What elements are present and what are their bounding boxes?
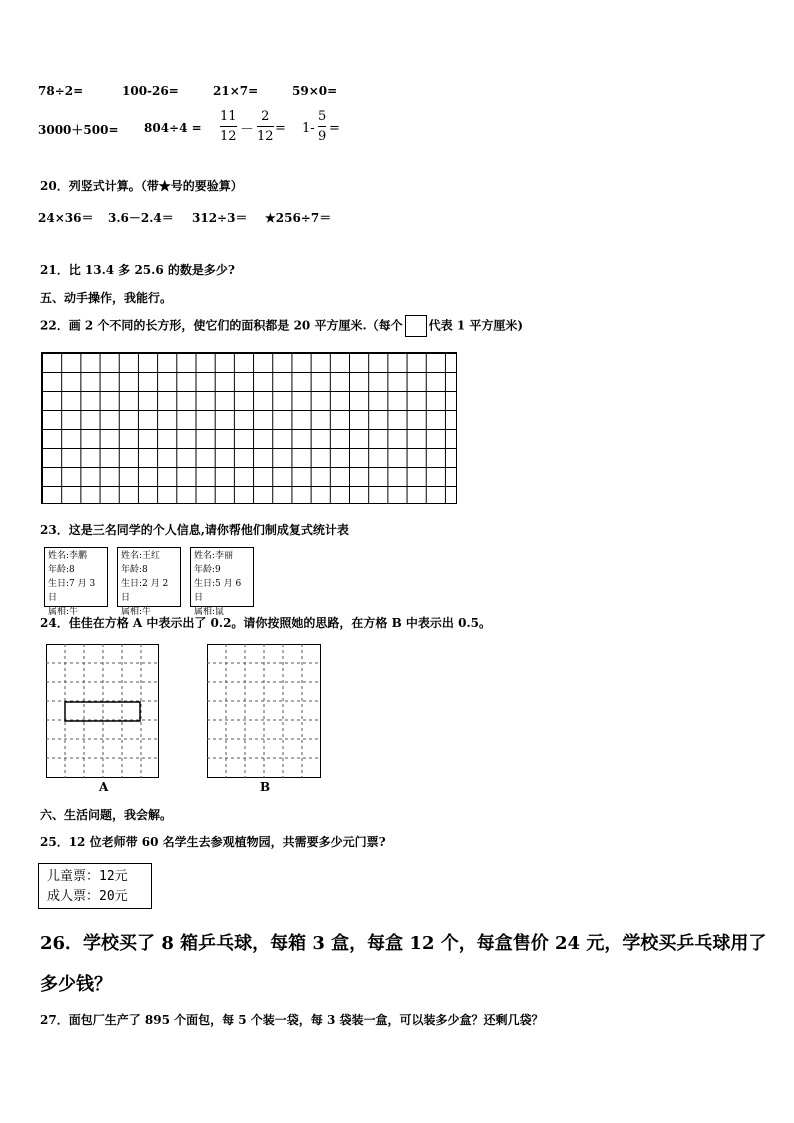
question-22: [40, 315, 523, 337]
grid-a: [46, 644, 160, 779]
fraction: [220, 109, 237, 144]
calc-item: 804÷4 =: [144, 121, 202, 135]
card-line: 年龄:9: [194, 565, 221, 575]
numerator: 2: [261, 109, 270, 124]
card-line: 属相:牛: [121, 607, 152, 617]
card-line: 生日:5 月 6 日: [194, 579, 242, 603]
equals-sign: =: [275, 121, 286, 136]
grid-b-label: B: [260, 780, 271, 794]
card-line: 年龄:8: [48, 565, 75, 575]
card-line: 属相:鼠: [194, 607, 225, 617]
drawing-grid[interactable]: [41, 352, 457, 504]
child-ticket-price: 儿童票：12元: [47, 869, 128, 884]
numerator: 11: [220, 109, 237, 124]
calc-item: 312÷3＝: [192, 211, 248, 225]
calc-item: 24×36＝: [38, 211, 94, 225]
card-line: 生日:7 月 3 日: [48, 579, 96, 603]
question-21: 21．比 13.4 多 25.6 的数是多少?: [40, 263, 235, 277]
unit-square-icon: [405, 315, 427, 337]
student-card: [190, 547, 254, 617]
question-25: 25．12 位老师带 60 名学生去参观植物园，共需要多少元门票?: [40, 835, 386, 849]
fraction: [257, 109, 274, 144]
ticket-price-box: [38, 863, 152, 909]
calc-item: 3.6－2.4＝: [108, 211, 174, 225]
grid-b[interactable]: [207, 644, 322, 779]
card-line: 姓名:李丽: [194, 551, 234, 561]
card-line: 姓名:李鹏: [48, 551, 88, 561]
student-card: [44, 547, 108, 617]
question-26-line-1: 26．学校买了 8 箱乒乓球，每箱 3 盒，每盒 12 个，每盒售价 24 元，学校买乒乓球用了: [40, 933, 767, 954]
calc-item: 100-26=: [122, 84, 179, 98]
question-23: 23．这是三名同学的个人信息,请你帮他们制成复式统计表: [40, 523, 349, 537]
question-20: 20．列竖式计算。（带★号的要验算）: [40, 179, 243, 193]
card-line: 年龄:8: [121, 565, 148, 575]
question-22-text: 22．画 2 个不同的长方形，使它们的面积都是 20 平方厘米.（每个: [40, 318, 403, 333]
calc-item: 21×7=: [213, 84, 259, 98]
question-27: 27．面包厂生产了 895 个面包，每 5 个装一袋，每 3 袋装一盒，可以装多少盒？还剩几袋？: [40, 1013, 544, 1027]
card-line: 属相:牛: [48, 607, 79, 617]
minus-sign: －: [240, 122, 254, 138]
denominator: 12: [220, 129, 237, 144]
grid-a-label: A: [99, 780, 109, 794]
question-26-line-2: 多少钱？: [40, 974, 112, 995]
calc-prefix: 1-: [302, 121, 315, 136]
equals-sign: =: [329, 121, 340, 136]
denominator: 12: [257, 129, 274, 144]
question-24: 24．佳佳在方格 A 中表示出了 0.2。请你按照她的思路，在方格 B 中表示出 0.5。: [40, 616, 491, 630]
card-line: 姓名:王红: [121, 551, 161, 561]
student-card: [117, 547, 181, 617]
section-heading-5: 五、动手操作，我能行。: [40, 291, 173, 305]
calc-item: 59×0=: [292, 84, 338, 98]
numerator: 5: [318, 109, 327, 124]
calc-item: 3000＋500=: [38, 123, 119, 137]
calc-item: ★256÷7＝: [265, 211, 332, 225]
fraction: [318, 109, 326, 144]
calc-item: 78÷2=: [38, 84, 84, 98]
adult-ticket-price: 成人票：20元: [47, 889, 128, 904]
denominator: 9: [318, 129, 327, 144]
question-22-text-end: 代表 1 平方厘米): [428, 318, 524, 333]
card-line: 生日:2 月 2 日: [121, 579, 169, 603]
section-heading-6: 六、生活问题，我会解。: [40, 808, 173, 822]
